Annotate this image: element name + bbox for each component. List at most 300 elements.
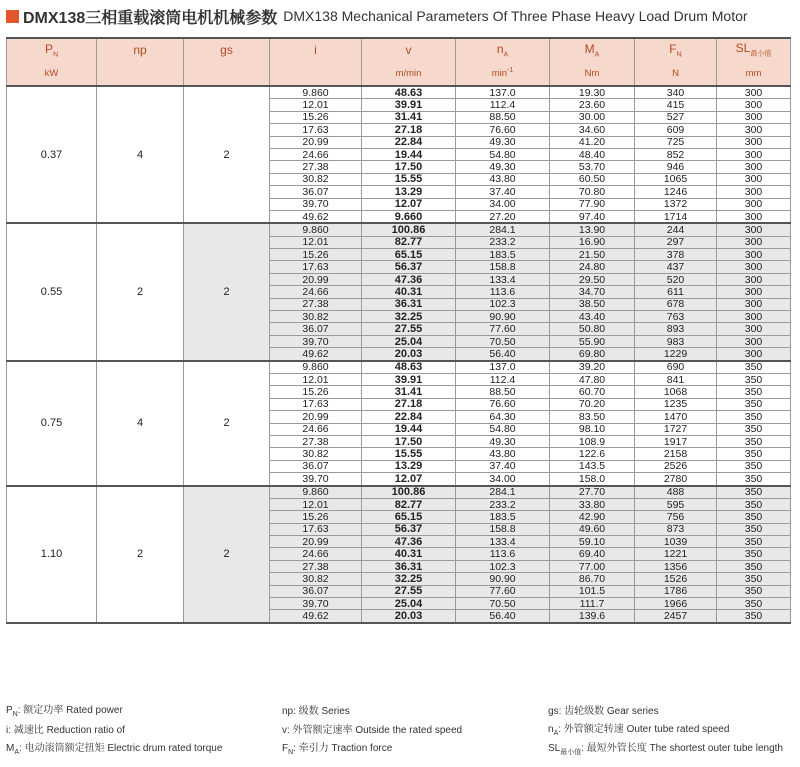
data-cell: 36.07 [270,460,362,472]
data-cell: 32.25 [362,573,456,585]
data-cell: 113.6 [456,548,550,560]
data-cell: 17.50 [362,435,456,447]
data-cell: 39.91 [362,373,456,385]
data-cell: 983 [635,335,717,347]
data-cell: 102.3 [456,560,550,572]
data-cell: 158.8 [456,261,550,273]
data-cell: 15.26 [270,386,362,398]
group-pn-cell: 0.55 [7,223,97,360]
table-row [7,223,791,236]
data-cell: 300 [717,273,791,285]
data-cell: 122.6 [550,448,635,460]
data-cell: 17.50 [362,161,456,173]
data-cell: 49.30 [456,161,550,173]
header-unit: N [635,61,717,86]
data-cell: 83.50 [550,411,635,423]
legend-text: : 外管额定转速 Outer tube rated speed [558,724,730,735]
data-cell: 31.41 [362,111,456,123]
data-cell: 350 [717,411,791,423]
data-cell: 350 [717,473,791,486]
data-cell: 300 [717,173,791,185]
header-cell [456,38,550,61]
header-symbol: M [584,41,595,56]
data-cell: 82.77 [362,236,456,248]
data-cell: 69.80 [550,348,635,361]
legend-item [282,739,548,756]
data-cell: 350 [717,398,791,410]
data-cell: 350 [717,486,791,499]
data-cell: 100.86 [362,223,456,236]
data-cell: 350 [717,560,791,572]
data-cell: 350 [717,498,791,510]
data-cell: 17.63 [270,523,362,535]
data-cell: 64.30 [456,411,550,423]
title-cn: DMX138三相重载滚筒电机机械参数 [23,9,278,27]
data-cell: 70.50 [456,335,550,347]
data-cell: 137.0 [456,86,550,99]
data-cell: 98.10 [550,423,635,435]
data-cell: 415 [635,99,717,111]
data-cell: 24.66 [270,286,362,298]
data-cell: 20.99 [270,536,362,548]
data-cell: 49.62 [270,610,362,623]
data-cell: 609 [635,124,717,136]
legend-item [6,701,282,718]
group-pn-cell: 0.37 [7,86,97,223]
data-cell: 13.90 [550,223,635,236]
data-cell: 350 [717,435,791,447]
data-cell: 82.77 [362,498,456,510]
data-cell: 300 [717,249,791,261]
data-cell: 20.03 [362,610,456,623]
data-cell: 37.40 [456,186,550,198]
table-row [7,361,791,374]
data-cell: 39.70 [270,198,362,210]
data-cell: 56.40 [456,610,550,623]
data-cell: 133.4 [456,273,550,285]
data-cell: 300 [717,298,791,310]
data-cell: 49.30 [456,435,550,447]
data-cell: 55.90 [550,335,635,347]
data-cell: 34.70 [550,286,635,298]
header-subscript: A [594,51,600,59]
data-cell: 300 [717,223,791,236]
data-cell: 300 [717,198,791,210]
data-cell: 24.80 [550,261,635,273]
data-cell: 27.18 [362,124,456,136]
page-title [6,4,748,28]
data-cell: 690 [635,361,717,374]
data-cell: 77.60 [456,585,550,597]
data-cell: 158.0 [550,473,635,486]
data-cell: 1727 [635,423,717,435]
group-np-cell: 2 [97,223,184,360]
legend-text: : 级数 Series [293,706,350,717]
data-cell: 15.55 [362,448,456,460]
data-cell: 42.90 [550,511,635,523]
header-unit: kW [7,61,97,86]
data-cell: 300 [717,136,791,148]
data-cell: 36.07 [270,186,362,198]
data-cell: 31.41 [362,386,456,398]
data-cell: 20.99 [270,136,362,148]
data-cell: 852 [635,148,717,160]
header-cell [270,38,362,61]
data-cell: 12.01 [270,373,362,385]
legend-text: : 齿轮级数 Gear series [558,706,659,717]
data-cell: 17.63 [270,124,362,136]
data-cell: 23.60 [550,99,635,111]
table-row [7,486,791,499]
data-cell: 1229 [635,348,717,361]
data-cell: 70.50 [456,598,550,610]
data-cell: 378 [635,249,717,261]
data-cell: 27.55 [362,585,456,597]
data-cell: 88.50 [456,386,550,398]
data-cell: 1039 [635,536,717,548]
data-cell: 284.1 [456,223,550,236]
data-cell: 12.01 [270,236,362,248]
data-cell: 340 [635,86,717,99]
data-cell: 300 [717,236,791,248]
header-symbol: SL [735,41,751,56]
data-cell: 12.07 [362,198,456,210]
header-row [7,38,791,61]
legend-subscript: A [14,749,20,756]
data-cell: 40.31 [362,286,456,298]
data-cell: 20.99 [270,411,362,423]
data-cell: 300 [717,323,791,335]
data-cell: 1065 [635,173,717,185]
legend-symbol: n [548,724,554,735]
header-symbol: np [133,43,147,57]
data-cell: 520 [635,273,717,285]
data-cell: 2158 [635,448,717,460]
legend-item [548,720,796,737]
header-subscript: A [503,51,509,59]
data-cell: 30.82 [270,311,362,323]
data-cell: 47.36 [362,536,456,548]
data-cell: 43.80 [456,448,550,460]
data-cell: 76.60 [456,398,550,410]
header-subscript: 最小值 [750,50,772,58]
legend-symbol: gs [548,706,559,717]
header-unit: m/min [362,61,456,86]
data-cell: 350 [717,548,791,560]
data-cell: 1246 [635,186,717,198]
data-cell: 9.860 [270,86,362,99]
data-cell: 19.30 [550,86,635,99]
data-cell: 300 [717,86,791,99]
data-cell: 48.40 [550,148,635,160]
data-cell: 34.00 [456,198,550,210]
data-cell: 24.66 [270,148,362,160]
data-cell: 60.70 [550,386,635,398]
header-symbol: gs [220,43,233,57]
data-cell: 1221 [635,548,717,560]
header-unit [456,61,550,86]
data-cell: 54.80 [456,423,550,435]
data-cell: 24.66 [270,548,362,560]
data-cell: 49.30 [456,136,550,148]
data-cell: 297 [635,236,717,248]
data-cell: 24.66 [270,423,362,435]
header-unit-row [7,61,791,86]
data-cell: 32.25 [362,311,456,323]
data-cell: 20.03 [362,348,456,361]
data-cell: 65.15 [362,511,456,523]
data-cell: 27.18 [362,398,456,410]
data-cell: 1470 [635,411,717,423]
data-cell: 9.860 [270,223,362,236]
header-subscript: N [676,51,682,59]
data-cell: 9.660 [362,210,456,223]
data-cell: 300 [717,311,791,323]
legend-symbol: F [282,743,289,754]
data-cell: 946 [635,161,717,173]
data-cell: 873 [635,523,717,535]
data-cell: 36.07 [270,323,362,335]
title-en: DMX138 Mechanical Parameters Of Three Phase Heavy Load Drum Motor [283,8,748,24]
data-cell: 284.1 [456,486,550,499]
data-cell: 488 [635,486,717,499]
data-cell: 27.55 [362,323,456,335]
data-cell: 37.40 [456,460,550,472]
data-cell: 300 [717,148,791,160]
data-cell: 183.5 [456,511,550,523]
data-cell: 29.50 [550,273,635,285]
data-cell: 13.29 [362,460,456,472]
data-cell: 86.70 [550,573,635,585]
data-cell: 350 [717,448,791,460]
data-cell: 15.26 [270,511,362,523]
data-cell: 21.50 [550,249,635,261]
data-cell: 70.20 [550,398,635,410]
data-cell: 763 [635,311,717,323]
data-cell: 113.6 [456,286,550,298]
data-cell: 16.90 [550,236,635,248]
header-cell [7,38,97,61]
data-cell: 30.82 [270,173,362,185]
data-cell: 39.91 [362,99,456,111]
header-symbol: F [669,41,677,56]
data-cell: 90.90 [456,311,550,323]
data-cell: 100.86 [362,486,456,499]
data-cell: 101.5 [550,585,635,597]
legend-item [282,721,548,736]
group-gs-cell: 2 [184,86,270,223]
data-cell: 350 [717,585,791,597]
data-cell: 36.31 [362,298,456,310]
data-cell: 1068 [635,386,717,398]
data-cell: 2457 [635,610,717,623]
data-cell: 1356 [635,560,717,572]
data-cell: 183.5 [456,249,550,261]
data-cell: 65.15 [362,249,456,261]
data-cell: 39.20 [550,361,635,374]
data-cell: 112.4 [456,99,550,111]
data-cell: 9.860 [270,486,362,499]
data-cell: 350 [717,386,791,398]
data-cell: 139.6 [550,610,635,623]
header-unit [97,61,184,86]
legend-item [6,739,282,756]
data-cell: 678 [635,298,717,310]
data-cell: 841 [635,373,717,385]
data-cell: 36.07 [270,585,362,597]
data-cell: 350 [717,460,791,472]
data-cell: 90.90 [456,573,550,585]
data-cell: 56.37 [362,523,456,535]
data-cell: 97.40 [550,210,635,223]
data-cell: 1966 [635,598,717,610]
data-cell: 13.29 [362,186,456,198]
data-cell: 350 [717,373,791,385]
data-cell: 27.38 [270,298,362,310]
header-symbol: n [496,41,504,56]
data-cell: 300 [717,335,791,347]
data-cell: 20.99 [270,273,362,285]
data-cell: 22.84 [362,136,456,148]
data-cell: 137.0 [456,361,550,374]
legend-item [548,739,796,757]
header-unit: mm [717,61,791,86]
legend-item [6,721,282,736]
unit-exponent: -1 [507,66,514,74]
data-cell: 39.70 [270,335,362,347]
legend-row [6,719,796,738]
data-cell: 102.3 [456,298,550,310]
header-subscript: N [52,51,59,59]
data-cell: 350 [717,361,791,374]
data-cell: 350 [717,536,791,548]
data-cell: 53.70 [550,161,635,173]
data-cell: 143.5 [550,460,635,472]
header-symbol: P [44,41,53,56]
header-symbol: v [405,43,412,57]
data-cell: 15.55 [362,173,456,185]
header-unit [270,61,362,86]
data-cell: 300 [717,210,791,223]
legend [6,700,796,757]
data-cell: 39.70 [270,473,362,486]
data-cell: 27.38 [270,161,362,173]
data-cell: 527 [635,111,717,123]
legend-symbol: P [6,705,13,716]
header-cell [362,38,456,61]
data-cell: 133.4 [456,536,550,548]
data-cell: 12.07 [362,473,456,486]
header-unit [184,61,270,86]
data-cell: 27.20 [456,210,550,223]
header-cell [550,38,635,61]
data-cell: 27.38 [270,435,362,447]
data-cell: 27.38 [270,560,362,572]
header-unit: Nm [550,61,635,86]
data-cell: 36.31 [362,560,456,572]
data-cell: 59.10 [550,536,635,548]
legend-row [6,700,796,719]
data-cell: 69.40 [550,548,635,560]
data-cell: 1714 [635,210,717,223]
data-cell: 1235 [635,398,717,410]
data-cell: 48.63 [362,361,456,374]
data-cell: 54.80 [456,148,550,160]
data-cell: 350 [717,523,791,535]
legend-text: : 牵引力 Traction force [293,743,393,754]
table-body [7,86,791,623]
legend-text: : 最短外管长度 The shortest outer tube length [581,742,783,754]
data-cell: 77.60 [456,323,550,335]
legend-subscript: N [288,749,294,756]
data-cell: 40.31 [362,548,456,560]
header-cell [184,38,270,61]
data-cell: 12.01 [270,99,362,111]
data-cell: 2780 [635,473,717,486]
data-cell: 48.63 [362,86,456,99]
data-cell: 756 [635,511,717,523]
legend-item [548,702,796,717]
data-cell: 47.80 [550,373,635,385]
data-cell: 300 [717,111,791,123]
data-cell: 27.70 [550,486,635,499]
data-cell: 300 [717,261,791,273]
data-cell: 611 [635,286,717,298]
data-cell: 25.04 [362,335,456,347]
data-cell: 19.44 [362,148,456,160]
legend-symbol: SL [548,742,561,754]
legend-subscript: 最小值 [560,748,582,756]
table-row [7,86,791,99]
data-cell: 1917 [635,435,717,447]
header-cell [97,38,184,61]
data-cell: 300 [717,186,791,198]
data-cell: 77.90 [550,198,635,210]
data-cell: 108.9 [550,435,635,447]
data-cell: 350 [717,423,791,435]
data-cell: 233.2 [456,236,550,248]
data-cell: 56.37 [362,261,456,273]
data-cell: 47.36 [362,273,456,285]
data-cell: 1526 [635,573,717,585]
legend-text: : 外管额定速率 Outside the rated speed [287,725,463,736]
data-cell: 30.82 [270,448,362,460]
data-cell: 22.84 [362,411,456,423]
data-cell: 38.50 [550,298,635,310]
data-cell: 15.26 [270,111,362,123]
group-gs-cell: 2 [184,486,270,623]
group-gs-cell: 2 [184,223,270,360]
data-cell: 49.60 [550,523,635,535]
data-cell: 88.50 [456,111,550,123]
data-cell: 25.04 [362,598,456,610]
data-cell: 350 [717,511,791,523]
data-cell: 300 [717,99,791,111]
data-cell: 158.8 [456,523,550,535]
legend-row [6,738,796,757]
legend-symbol: v [282,725,287,736]
legend-text: : 额定功率 Rated power [17,705,123,716]
table-header [7,38,791,86]
data-cell: 244 [635,223,717,236]
group-pn-cell: 1.10 [7,486,97,623]
data-cell: 893 [635,323,717,335]
legend-text: : 电动滚筒额定扭矩 Electric drum rated torque [19,743,223,754]
data-cell: 111.7 [550,598,635,610]
data-cell: 1372 [635,198,717,210]
data-cell: 33.80 [550,498,635,510]
data-cell: 350 [717,610,791,623]
